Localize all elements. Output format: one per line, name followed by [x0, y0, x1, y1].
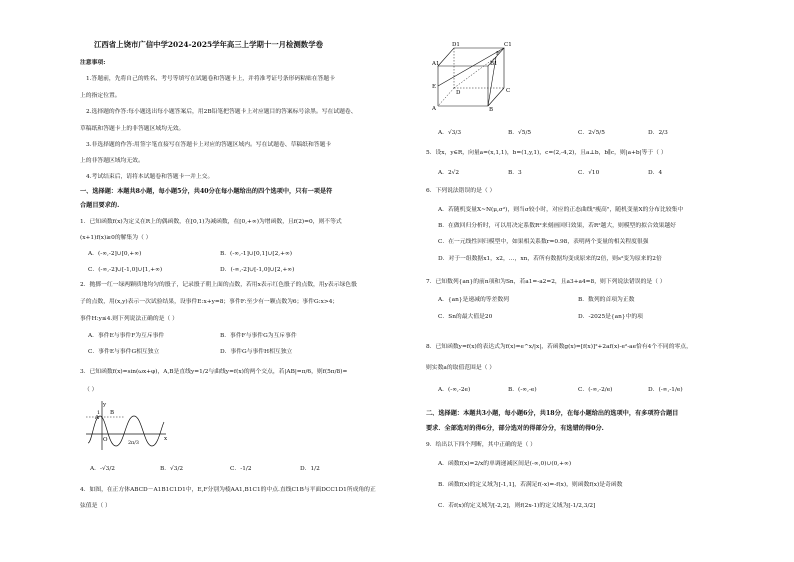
- q3-graph-origin-label: O: [103, 437, 108, 443]
- q5-option-a: A．2√2: [438, 170, 460, 176]
- q9-option-a: A．函数f(x)=2/x的单调递减区间是(-∞,0)∪(0,+∞): [438, 461, 572, 467]
- q3-sine-curve: [88, 416, 164, 446]
- q4-option-a: A．√3/3: [438, 130, 462, 136]
- q5-option-c: C．√10: [578, 170, 600, 176]
- q7-option-b: B．数列的首项为正数: [578, 297, 635, 303]
- q4-cube-label-b: B: [489, 107, 494, 112]
- q8-option-b: B．(-∞,-e): [508, 387, 537, 393]
- q3-option-d: D．1/2: [300, 466, 320, 472]
- q4-cube-label-a: A: [432, 106, 436, 112]
- q3-stem-line-2: （ ）: [84, 387, 98, 393]
- q4-option-d: D．2/3: [648, 130, 668, 136]
- section-1-heading-line-2: 合题目要求的.: [80, 202, 120, 209]
- q4-stem-line-2: 弦值是（ ）: [80, 503, 111, 509]
- q8-option-d: D．(-∞,-1/e): [648, 387, 683, 393]
- q7-option-c: C．Sn的最大值是20: [438, 314, 493, 320]
- q6-stem: 6．下列说法错误的是（ ）: [426, 188, 496, 194]
- q7-stem: 7．已知数列{an}的前n项和为Sn，若a1=-a2=2，且a3+a4=8，则下列说法错误的是（ ）: [426, 279, 666, 285]
- q4-cube-label-c: C: [506, 88, 511, 94]
- left-column: [80, 0, 413, 562]
- right-column: [426, 0, 728, 562]
- q2-stem-line-3: 事件H:y≤4.则下列说法正确的是（ ）: [80, 316, 178, 322]
- q3-option-a: A．-√3/2: [90, 466, 115, 472]
- q4-cube-label-b1: B1: [490, 61, 498, 67]
- q5-stem: 5．设x，y∈R，向量a=(x,1,1)，b=(1,y,1)，c=(2,-4,2)，且a⊥b，b∥c，则|a+b|等于（ ）: [426, 150, 667, 156]
- q3-option-b: B．√3/2: [160, 466, 184, 472]
- q4-cube-label-d: D: [456, 90, 461, 96]
- q6-option-a: A．若随机变量X~N(μ,σ²)，则当σ较小时，对应的正态曲线"瘦高"，随机变量X的分布比较集中: [438, 207, 684, 213]
- q6-option-b: B．在做回归分析时，可以用决定系数R²来刻画回归效果，若R²越大，则模型的拟合效果越好: [438, 223, 676, 229]
- q3-graph-x-label: x: [164, 436, 168, 442]
- q3-stem-line-1: 3．已知函数f(x)=sin(ωx+φ)，A,B是直线y=1/2与曲线y=f(x)的两个交点，若|AB|=π/6，则f(5π/8)=: [80, 369, 348, 375]
- q7-option-d: D．-2025是{an}中的项: [578, 314, 643, 320]
- q9-option-b: B．函数f(x)的定义域为[-1,1]，若满足f(-x)=-f(x)，则函数f(x)是奇函数: [438, 482, 623, 488]
- q3-option-c: C．-1/2: [230, 466, 252, 472]
- q3-graph-tick-label: 2π/3: [128, 441, 139, 446]
- q1-option-a: A．(-∞,-2]∪[0,+∞): [88, 251, 142, 257]
- notice-line-3: 2.选择题的作答:每小题选出每小题答案后，用2B铅笔把答题卡上对应题目的答案标号涂黑。写在试题卷、: [86, 109, 357, 115]
- q1-option-b: B．(-∞,-1]∪[0,1]∪[2,+∞): [220, 251, 293, 257]
- q4-cube-edges: [438, 48, 504, 106]
- section-2-heading-line-1: 二、选择题：本题共3小题，每小题6分，共18分，在每小题给出的选项中，有多项符合题目: [426, 410, 679, 417]
- q3-graph-one-label: 1: [97, 410, 101, 416]
- q3-graph-a-label: A: [95, 415, 99, 421]
- q4-cube-label-e: E: [432, 84, 437, 90]
- q4-stem-line-1: 4．如图，在正方体ABCD－A1B1C1D1中，E,F分别为棱AA1,B1C1的中点.直线C1B与平面DCC1D1所成角的正: [80, 487, 376, 493]
- notice-line-7: 4.考试结束后，请将本试题卷和答题卡一并上交。: [86, 174, 214, 180]
- q4-cube-label-d1: D1: [452, 42, 460, 48]
- q1-stem-line-1: 1．已知函数f(x)为定义在R上的偶函数，在[0,1)为减函数，在[0,+∞)为增函数，且f(2)=0，则不等式: [80, 219, 342, 225]
- exam-title: 江西省上饶市广信中学2024-2025学年高三上学期十一月检测数学卷: [94, 40, 323, 49]
- q2-option-b: B．事件F与事件G为互斥事件: [220, 333, 297, 339]
- q7-option-a: A．{an}是递减的等差数列: [438, 297, 509, 303]
- q5-option-d: D．4: [648, 170, 663, 176]
- q5-option-b: B．3: [508, 170, 522, 176]
- q4-option-b: B．√5/5: [508, 130, 532, 136]
- section-1-heading-line-1: 一、选择题：本题共8小题，每小题5分，共40分在每小题给出的四个选项中，只有一项是符: [80, 188, 333, 195]
- notice-line-2: 上的指定位置。: [80, 93, 121, 99]
- q9-option-c: C．若f(x)的定义域为[-2,2]，则f(2x-1)的定义域为[-1/2,3/2]: [438, 503, 596, 509]
- q3-graph-y-label: y: [103, 402, 107, 408]
- q3-graph-b-label: B: [110, 410, 115, 416]
- notice-line-1: 1.答题前，先将自己的姓名、考号等填写在试题卷和答题卡上，并将准考证号条形码粘贴在答题卡: [86, 76, 336, 82]
- q1-option-d: D．(-∞,-2]∪[-1,0]∪[2,+∞): [220, 267, 295, 273]
- q4-option-c: C．2√5/5: [578, 130, 605, 136]
- section-2-heading-line-2: 要求．全部选对的得6分，部分选对的得部分分，有选错的得0分.: [426, 425, 604, 432]
- notice-line-4: 草稿纸和答题卡上的非答题区域均无效。: [80, 126, 185, 132]
- q8-option-a: A．(-∞,-2e): [438, 387, 471, 393]
- q4-cube-figure: [432, 40, 520, 112]
- q1-stem-line-2: (x+1)f(x)≥0的解集为（ ）: [80, 235, 152, 241]
- q9-stem: 9．给出以下四个判断，其中正确的是（ ）: [426, 442, 536, 448]
- q2-option-c: C．事件E与事件G相互独立: [88, 349, 160, 355]
- q2-option-a: A．事件E与事件F为互斥事件: [88, 333, 165, 339]
- q4-cube-label-f: F: [496, 51, 500, 57]
- q1-option-c: C．(-∞,-2]∪[-1,0]∪[1,+∞): [88, 267, 163, 273]
- q8-stem-line-2: 则实数a的取值范围是（ ）: [426, 365, 496, 371]
- q2-option-d: D．事件G与事件H相互独立: [220, 349, 293, 355]
- q3-sine-graph-figure: [84, 398, 170, 452]
- notice-heading: 注意事项:: [80, 60, 106, 66]
- notice-line-6: 上的非答题区域均无效。: [80, 158, 144, 164]
- notice-line-5: 3.非选择题的作答:用签字笔直接写在答题卡上对应的答题区域内。写在试题卷、草稿纸和答题卡: [86, 142, 332, 148]
- q2-stem-line-2: 子的点数，用(x,y)表示一次试验结果，设事件E:x+y=8；事件F:至少有一颗点数为6；事件G:x>4；: [80, 299, 339, 305]
- q8-stem-line-1: 8．已知函数y=f(x)的表达式为f(x)=e^x/|x|，若函数g(x)=[f(x)]²+2af(x)-e²-ae恰有4个不同的零点，: [426, 344, 692, 350]
- q8-option-c: C．(-∞,-2/e): [578, 387, 613, 393]
- q6-option-c: C．在一元线性回归模型中，如果相关系数r=0.98，表明两个变量的相关程度很强: [438, 239, 649, 245]
- q4-cube-hidden-edge-da: [438, 88, 454, 106]
- q4-cube-label-c1: C1: [504, 42, 512, 48]
- q6-option-d: D．对于一组数据x1，x2，…，xn，若所有数据均变成原来的2倍，则s²变为原来的2倍: [438, 256, 662, 262]
- q4-cube-label-a1: A1: [432, 61, 440, 67]
- q2-stem-line-1: 2．抛掷一红一绿两颗质地均匀的骰子，记录骰子朝上面的点数，若用x表示红色骰子的点数，用y表示绿色骰: [80, 282, 357, 288]
- q4-cube-hidden-edges: [438, 48, 504, 106]
